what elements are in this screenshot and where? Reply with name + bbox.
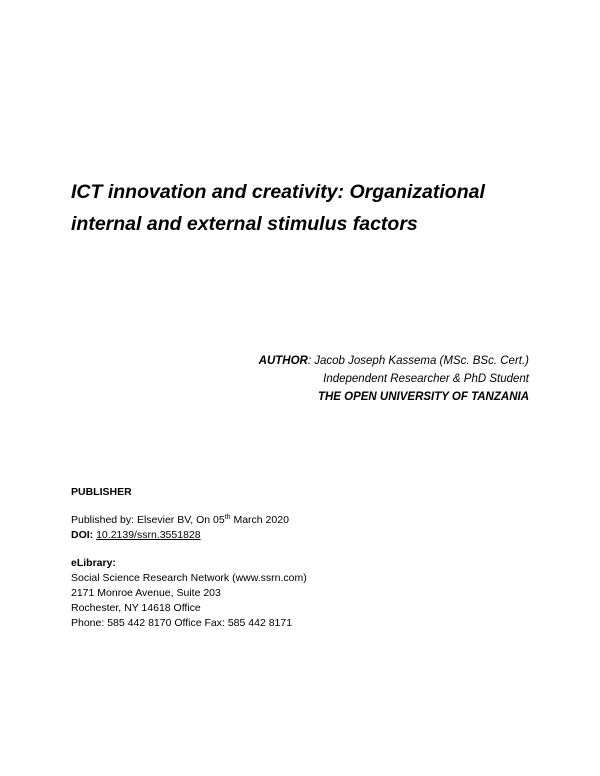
elibrary-heading: eLibrary: xyxy=(71,557,116,569)
published-superscript: th xyxy=(224,514,231,521)
paper-title xyxy=(71,176,541,240)
address-line-3: Rochester, NY 14618 Office xyxy=(71,602,201,614)
address-line-2: 2171 Monroe Avenue, Suite 203 xyxy=(71,587,221,599)
author-name: : Jacob Joseph Kassema (MSc. BSc. Cert.) xyxy=(307,355,529,367)
published-line xyxy=(71,513,307,528)
author-institution: THE OPEN UNIVERSITY OF TANZANIA xyxy=(317,391,529,403)
published-suffix: March 2020 xyxy=(230,514,289,526)
author-line xyxy=(259,352,529,370)
author-label: AUTHOR xyxy=(258,355,308,367)
doi-label: DOI: xyxy=(71,529,94,541)
title-line-1: ICT innovation and creativity: Organizational xyxy=(71,181,485,203)
address-line-4: Phone: 585 442 8170 Office Fax: 585 442 8171 xyxy=(71,617,293,629)
doi-line xyxy=(71,528,307,543)
publisher-block xyxy=(71,485,307,631)
address-line-1: Social Science Research Network (www.ssrn.com) xyxy=(71,572,307,584)
author-role: Independent Researcher & PhD Student xyxy=(323,373,529,385)
author-block xyxy=(259,352,529,406)
doi-link[interactable]: 10.2139/ssrn.3551828 xyxy=(96,529,201,541)
spacer xyxy=(71,543,307,556)
title-line-2: internal and external stimulus factors xyxy=(71,213,418,235)
published-prefix: Published by: Elsevier BV, On 05 xyxy=(71,514,225,526)
publisher-heading: PUBLISHER xyxy=(71,486,132,498)
